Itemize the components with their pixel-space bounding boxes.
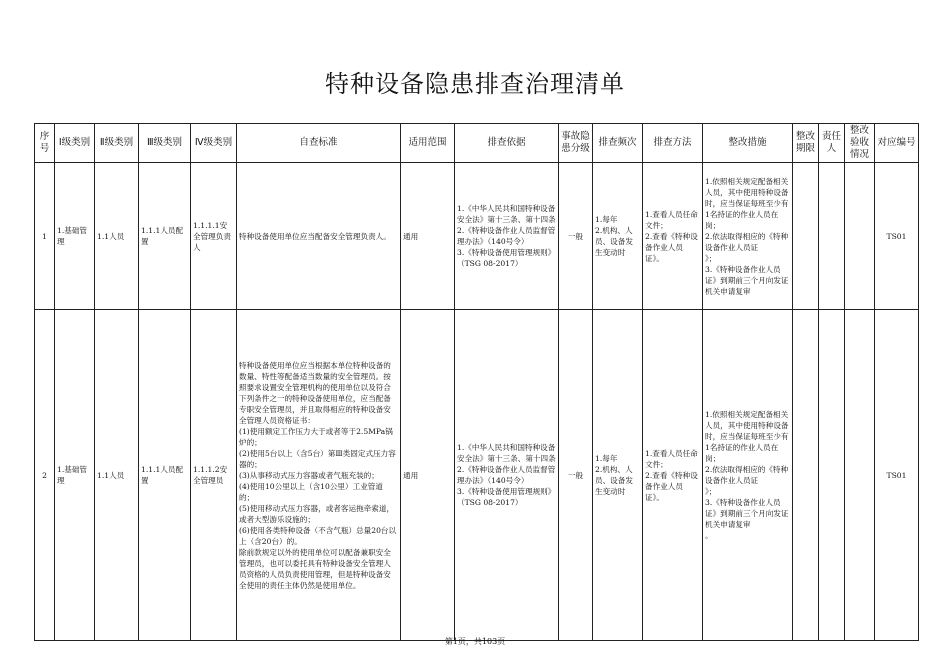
- cell-level2: 1.1人员: [95, 310, 139, 641]
- col-header-frequency: 排查频次: [593, 124, 643, 163]
- table-row: [35, 163, 919, 310]
- cell-measures: 1.依照相关规定配备相关人员，其中使用特种设备时，应当保证每班至少有1名持证的作业人员在岗； 2.依法取得相应的《特种设备作业人员证 》； 3.《特种设备作业人员证》到期前三个月向发证机关申请复审: [703, 163, 793, 310]
- cell-no: 1: [35, 163, 55, 310]
- cell-scope: 通用: [401, 310, 455, 641]
- col-header-no: 序号: [35, 124, 55, 163]
- cell-grade: 一般: [559, 163, 593, 310]
- cell-acceptance: [845, 163, 875, 310]
- cell-level1: 1.基础管理: [55, 163, 95, 310]
- cell-level2: 1.1人员: [95, 163, 139, 310]
- cell-level4: 1.1.1.2安全管理员: [191, 310, 237, 641]
- col-header-scope: 适用范围: [401, 124, 455, 163]
- cell-level3: 1.1.1人员配置: [139, 163, 191, 310]
- col-header-level4: Ⅳ级类别: [191, 124, 237, 163]
- col-header-acceptance: 整改验收情况: [845, 124, 875, 163]
- col-header-basis: 排查依据: [455, 124, 559, 163]
- col-header-method: 排查方法: [643, 124, 703, 163]
- cell-scope: 通用: [401, 163, 455, 310]
- col-header-level2: Ⅱ级类别: [95, 124, 139, 163]
- col-header-measures: 整改措施: [703, 124, 793, 163]
- cell-standard: 特种设备使用单位应当配备安全管理负责人。: [237, 163, 401, 310]
- col-header-person: 责任人: [819, 124, 845, 163]
- cell-standard: 特种设备使用单位应当根据本单位特种设备的数量、特性等配备适当数量的安全管理员。按照要求设置安全管理机构的使用单位以及符合下列条件之一的特种设备使用单位，应当配备专职安全管理员，并且取得相应的特种设备安全管理人员资格证书： (1)使用额定工作压力大于或者等于2.5MPa锅炉的； (2)使用5台以上（含5台）第Ⅲ类固定式压力容器的； (3)从事移动式压力容器或者气瓶充装的； (4)使用10公里以上（含10公里）工业管道的； (5)使用移动式压力容器，或者客运拖牵索道，或者大型游乐设施的； (6)使用各类特种设备（不含气瓶）总量20台以上（含20台）的。 除前款规定以外的使用单位可以配备兼职安全管理员，也可以委托具有特种设备安全管理人员资格的人员负责使用管理，但是特种设备安全使用的责任主体仍然是使用单位。: [237, 310, 401, 641]
- table-header-row: [35, 124, 919, 163]
- cell-deadline: [793, 310, 819, 641]
- cell-frequency: 1.每年 2.机构、人员、设备发生变动时: [593, 310, 643, 641]
- col-header-grade: 事故隐患分级: [559, 124, 593, 163]
- table-row: [35, 310, 919, 641]
- cell-method: 1.查看人员任命文件； 2.查看《特种设备作业人员证》。: [643, 163, 703, 310]
- cell-frequency: 1.每年 2.机构、人员、设备发生变动时: [593, 163, 643, 310]
- cell-no: 2: [35, 310, 55, 641]
- checklist-table: [34, 123, 919, 641]
- cell-basis: 1.《中华人民共和国特种设备安全法》第十三条、第十四条 2.《特种设备作业人员监督管理办法》（140号令） 3.《特种设备使用管理规则》（TSG 08-2017）: [455, 163, 559, 310]
- cell-code: TS01: [875, 163, 919, 310]
- cell-level4: 1.1.1.1安全管理负责人: [191, 163, 237, 310]
- col-header-deadline: 整改期限: [793, 124, 819, 163]
- page-title: 特种设备隐患排查治理清单: [325, 70, 625, 98]
- cell-person: [819, 310, 845, 641]
- cell-level1: 1.基础管理: [55, 310, 95, 641]
- cell-grade: 一般: [559, 310, 593, 641]
- cell-measures: 1.依照相关规定配备相关人员，其中使用特种设备时，应当保证每班至少有1名持证的作业人员在岗； 2.依法取得相应的《特种设备作业人员证 》； 3.《特种设备作业人员证》到期前三个月向发证机关申请复审 。: [703, 310, 793, 641]
- col-header-code: 对应编号: [875, 124, 919, 163]
- cell-person: [819, 163, 845, 310]
- cell-method: 1.查看人员任命文件； 2.查看《特种设备作业人员证》。: [643, 310, 703, 641]
- col-header-level3: Ⅲ级类别: [139, 124, 191, 163]
- cell-deadline: [793, 163, 819, 310]
- cell-code: TS01: [875, 310, 919, 641]
- cell-level3: 1.1.1人员配置: [139, 310, 191, 641]
- col-header-standard: 自查标准: [237, 124, 401, 163]
- cell-basis: 1.《中华人民共和国特种设备安全法》第十三条、第十四条 2.《特种设备作业人员监督管理办法》（140号令） 3.《特种设备使用管理规则》（TSG 08-2017）: [455, 310, 559, 641]
- cell-acceptance: [845, 310, 875, 641]
- col-header-level1: Ⅰ级类别: [55, 124, 95, 163]
- page-number-footer: 第1页，共103页: [444, 637, 506, 646]
